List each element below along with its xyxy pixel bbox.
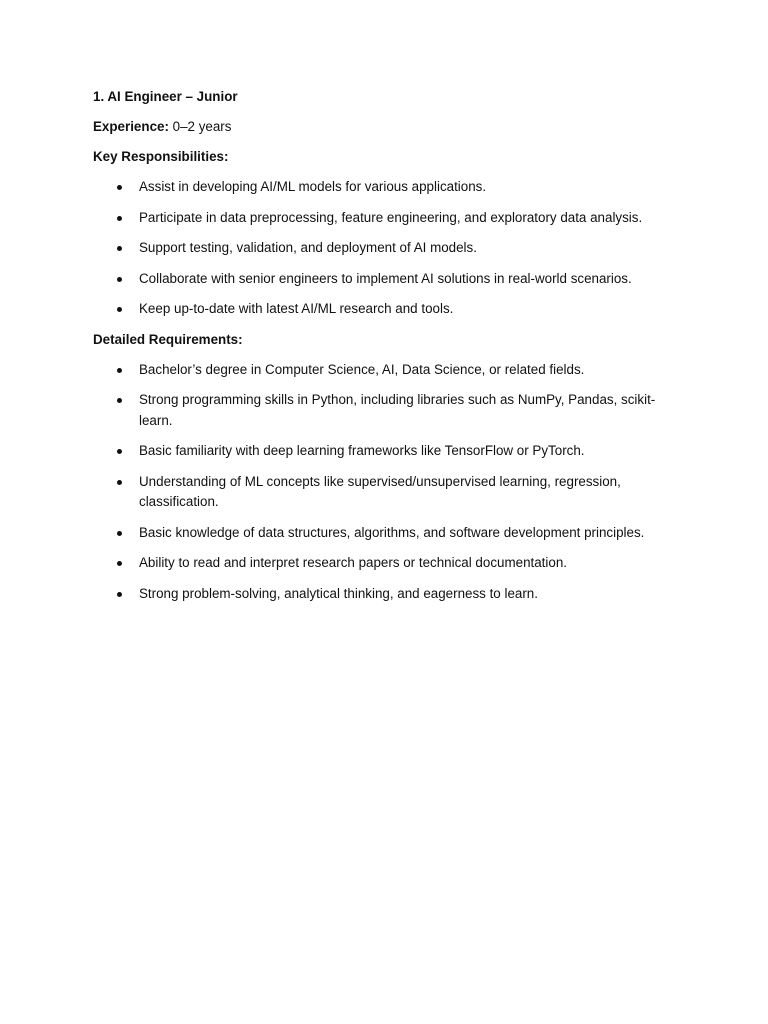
list-item-text: Bachelor’s degree in Computer Science, AI, Data Science, or related fields.	[139, 361, 585, 377]
list-item	[93, 177, 683, 198]
list-item	[93, 390, 683, 431]
list-item	[93, 269, 683, 290]
bullet-icon	[117, 185, 122, 190]
bullet-icon	[117, 368, 122, 373]
list-item	[93, 441, 683, 462]
responsibilities-list	[93, 177, 683, 320]
list-item	[93, 208, 683, 229]
list-item-text: Strong problem-solving, analytical thinking, and eagerness to learn.	[139, 585, 538, 601]
list-item-text: Support testing, validation, and deployment of AI models.	[139, 240, 477, 255]
responsibilities-heading: Key Responsibilities:	[93, 149, 229, 164]
requirements-list	[93, 360, 683, 605]
list-item	[93, 523, 683, 544]
document-body	[93, 87, 683, 614]
experience-label: Experience:	[93, 119, 169, 134]
list-item	[93, 553, 683, 574]
experience-value: 0–2 years	[168, 119, 232, 134]
list-item-text: Assist in developing AI/ML models for various applications.	[139, 179, 487, 194]
bullet-icon	[117, 480, 122, 485]
bullet-icon	[117, 449, 122, 454]
job-title: 1. AI Engineer – Junior	[93, 89, 238, 104]
bullet-icon	[117, 531, 122, 536]
bullet-icon	[117, 561, 122, 566]
list-item-text: Strong programming skills in Python, including libraries such as NumPy, Pandas, scikit-learn.	[139, 392, 656, 428]
list-item	[93, 472, 683, 513]
list-item-text: Participate in data preprocessing, feature engineering, and exploratory data analysis.	[139, 209, 643, 225]
list-item-text: Basic familiarity with deep learning frameworks like TensorFlow or PyTorch.	[139, 443, 585, 458]
requirements-heading: Detailed Requirements:	[93, 331, 243, 347]
bullet-icon	[117, 592, 122, 597]
bullet-icon	[117, 246, 122, 251]
bullet-icon	[117, 277, 122, 282]
list-item-text: Ability to read and interpret research papers or technical documentation.	[139, 555, 567, 570]
list-item	[93, 584, 683, 605]
list-item	[93, 360, 683, 381]
list-item	[93, 299, 683, 320]
list-item-text: Understanding of ML concepts like supervised/unsupervised learning, regression, classification.	[139, 473, 621, 509]
bullet-icon	[117, 307, 122, 312]
list-item-text: Collaborate with senior engineers to implement AI solutions in real-world scenarios.	[139, 270, 632, 286]
bullet-icon	[117, 398, 122, 403]
bullet-icon	[117, 216, 122, 221]
experience-line	[93, 117, 683, 137]
list-item	[93, 238, 683, 259]
list-item-text: Basic knowledge of data structures, algorithms, and software development principles.	[139, 524, 645, 540]
list-item-text: Keep up-to-date with latest AI/ML research and tools.	[139, 301, 454, 316]
